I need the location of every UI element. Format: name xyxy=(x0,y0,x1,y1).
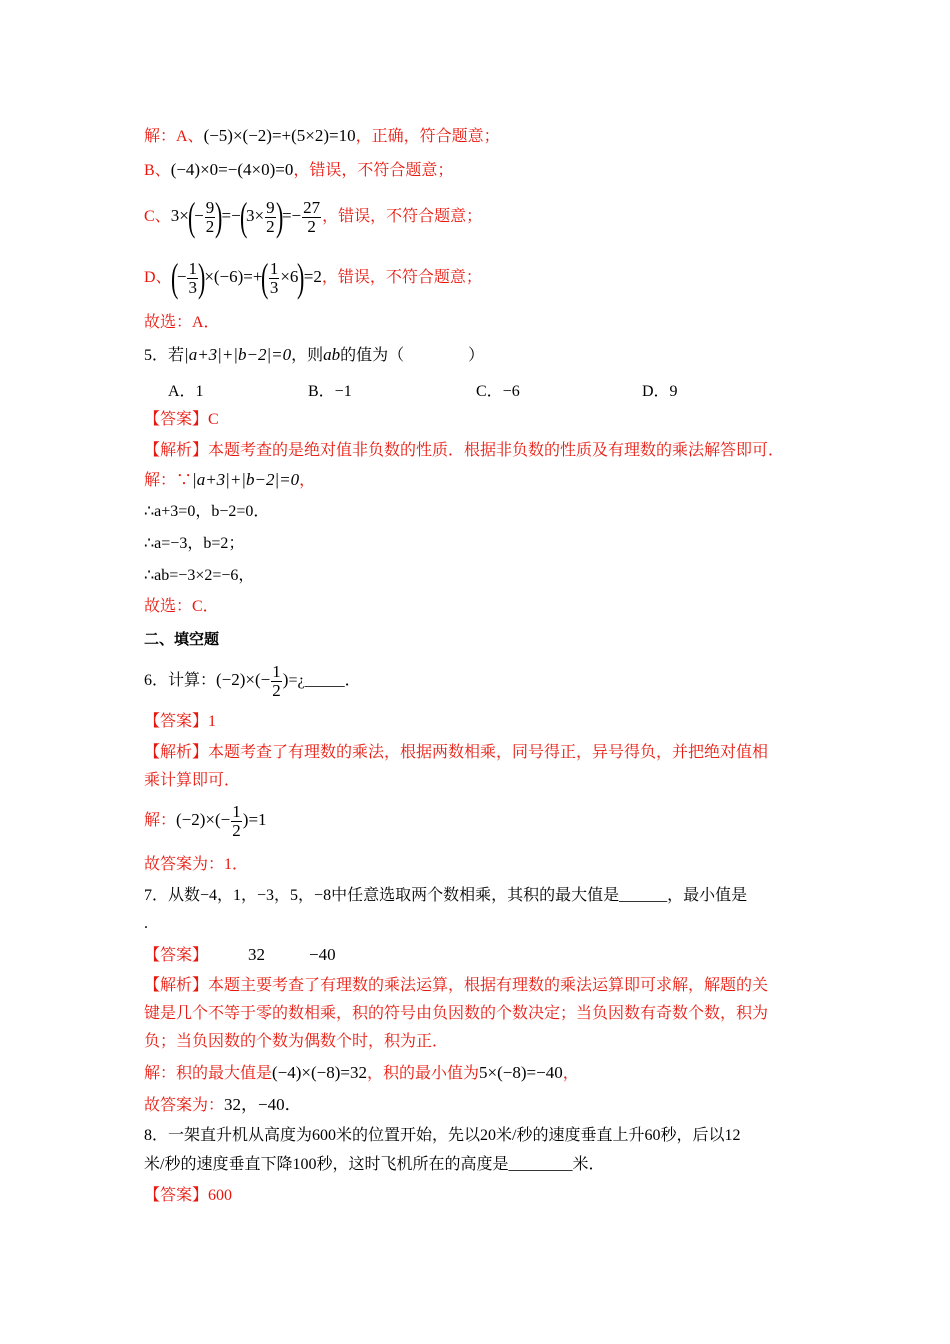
q4-b-prefix: B、 xyxy=(144,162,171,179)
analysis-text: 本题考查了有理数的乘法，根据两数相乘，同号得正，异号得负，并把绝对值相 xyxy=(208,744,769,761)
q4-final-answer: 故选：A． xyxy=(144,314,220,331)
analysis-text: 本题考查的是绝对值非负数的性质．根据非负数的性质及有理数的乘法解答即可． xyxy=(208,442,785,459)
q5-solution-line-3: ∴a=−3，b=2； xyxy=(144,535,245,552)
answer-value-max: 32 xyxy=(248,945,266,964)
q5-stem-suffix: 的值为（ ） xyxy=(340,347,485,364)
q4-d-note: ，错误，不符合题意； xyxy=(321,269,482,286)
q6-stem xyxy=(144,662,361,700)
q6-stem-suffix: =¿_____． xyxy=(288,672,361,689)
q4-c-expression: 3×(− $\frac{9}{2}$ )=−(3× $\frac{9}{2}$ )=− $\frac{27}{2}$ xyxy=(170,194,321,240)
answer-value: 600 xyxy=(208,1187,233,1204)
fraction: $\frac{27}{2}$ xyxy=(303,197,321,236)
q7-final-prefix: 故答案为： xyxy=(144,1097,225,1114)
q5-sol1-expression: |a+3|+|b−2|=0 xyxy=(192,470,300,489)
q7-stem-line-1: 7．从数−4，1，−3，5，−8中任意选取两个数相乘，其积的最大值是______，最小值是 xyxy=(144,887,748,904)
analysis-tag: 【解析】 xyxy=(144,744,209,761)
q5-stem-variable: ab xyxy=(323,345,341,364)
q8-answer xyxy=(144,1186,232,1206)
q6-analysis-line-2: 乘计算即可． xyxy=(144,772,241,789)
q5-answer xyxy=(144,410,219,430)
q5-stem-expression: |a+3|+|b−2|=0 xyxy=(184,345,292,364)
q7-sol-expression-2: 5×(−8)=−40 xyxy=(479,1063,563,1082)
fraction: $\frac{9}{2}$ xyxy=(266,197,275,236)
q5-option-c: C．−6 xyxy=(476,383,520,400)
section-title: 二、填空题 xyxy=(144,630,220,648)
q7-sol-prefix: 解：积的最大值是 xyxy=(144,1065,273,1082)
q7-sol-end: ， xyxy=(562,1065,579,1082)
q5-option-a: A．1 xyxy=(168,383,204,400)
q4-a-expression: (−5)×(−2)=+(5×2)=10 xyxy=(203,126,356,145)
q5-final-answer: 故选：C． xyxy=(144,598,219,615)
q4-c-prefix: C、 xyxy=(144,208,171,225)
q6-sol-prefix: 解： xyxy=(144,812,177,829)
q7-stem-line-2: . xyxy=(144,915,148,932)
fraction: $\frac{9}{2}$ xyxy=(205,197,215,236)
answer-value: C xyxy=(208,411,219,428)
q7-final-values: 32，−40． xyxy=(224,1095,302,1114)
q5-sol1-prefix: 解：∵ xyxy=(144,472,193,489)
fraction: $\frac{1}{2}$ xyxy=(232,801,241,840)
q6-sol-expression: (−2)×(− $\frac{1}{2}$ ) xyxy=(176,801,249,840)
answer-tag: 【答案】 xyxy=(144,411,209,428)
q4-a-note: ，正确，符合题意； xyxy=(355,128,500,145)
q4-solution-a xyxy=(144,126,500,147)
q7-analysis-line-2: 键是几个不等于零的数相乘，积的符号由负因数的个数决定；当负因数有奇数个数，积为 xyxy=(144,1005,769,1022)
q5-option-b: B．−1 xyxy=(308,383,352,400)
q5-stem-prefix: 5．若 xyxy=(144,347,185,364)
q6-stem-expression: (−2)×(− $\frac{1}{2}$ ) xyxy=(216,661,289,700)
fraction: $\frac{1}{3}$ xyxy=(269,258,279,297)
q5-solution-line-1: 解：∵|a+3|+|b−2|=0， xyxy=(144,470,316,489)
q7-analysis-line-3: 负；当负因数的个数为偶数个时，积为正． xyxy=(144,1033,449,1050)
q7-sol-expression-1: (−4)×(−8)=32 xyxy=(272,1063,368,1082)
q8-stem-line-2: 米/秒的速度垂直下降100秒，这时飞机所在的高度是________米． xyxy=(144,1156,605,1173)
q6-answer xyxy=(144,712,216,732)
q7-analysis-line-1 xyxy=(144,976,768,996)
answer-value-min: −40 xyxy=(309,945,336,964)
q4-b-note: ，错误，不符合题意； xyxy=(293,162,454,179)
analysis-tag: 【解析】 xyxy=(144,442,209,459)
q4-solution-b xyxy=(144,160,453,181)
answer-value: 1 xyxy=(208,713,217,730)
q6-solution xyxy=(144,802,267,840)
analysis-text: 本题主要考查了有理数的乘法运算，根据有理数的乘法运算即可求解，解题的关 xyxy=(208,977,769,994)
q4-d-prefix: D、 xyxy=(144,269,172,286)
answer-tag: 【答案】 xyxy=(144,947,209,964)
q5-solution-line-4: ∴ab=−3×2=−6， xyxy=(144,567,255,584)
q7-sol-mid: ，积的最小值为 xyxy=(367,1065,480,1082)
fraction: $\frac{1}{3}$ xyxy=(188,258,197,297)
q5-solution-line-2: ∴a+3=0，b−2=0． xyxy=(144,503,270,520)
q5-analysis xyxy=(144,441,784,461)
answer-tag: 【答案】 xyxy=(144,1187,209,1204)
q6-analysis-line-1 xyxy=(144,743,768,763)
q5-stem xyxy=(144,345,484,366)
q6-final-answer: 故答案为：1． xyxy=(144,856,249,873)
q5-stem-mid: ，则 xyxy=(291,347,324,364)
q5-option-d: D．9 xyxy=(642,383,678,400)
q7-final-answer xyxy=(144,1095,302,1116)
q8-stem-line-1: 8．一架直升机从高度为600米的位置开始，先以20米/秒的速度垂直上升60秒，后以12 xyxy=(144,1127,741,1144)
q4-b-expression: (−4)×0=−(4×0)=0 xyxy=(170,160,294,179)
q4-d-expression: (− $\frac{1}{3}$ )×(−6)=+( $\frac{1}{3}$ ×6)=2 xyxy=(170,255,322,301)
q7-answer xyxy=(144,945,336,966)
analysis-tag: 【解析】 xyxy=(144,977,209,994)
q6-stem-prefix: 6．计算： xyxy=(144,672,217,689)
q6-sol-result: =1 xyxy=(248,810,267,829)
q4-a-prefix: 解：A、 xyxy=(144,128,204,145)
q7-solution xyxy=(144,1063,579,1084)
fraction: $\frac{1}{2}$ xyxy=(272,661,281,700)
q4-solution-c xyxy=(144,194,483,240)
q4-c-note: ，错误，不符合题意； xyxy=(322,208,483,225)
q4-solution-d xyxy=(144,255,482,301)
answer-tag: 【答案】 xyxy=(144,713,209,730)
